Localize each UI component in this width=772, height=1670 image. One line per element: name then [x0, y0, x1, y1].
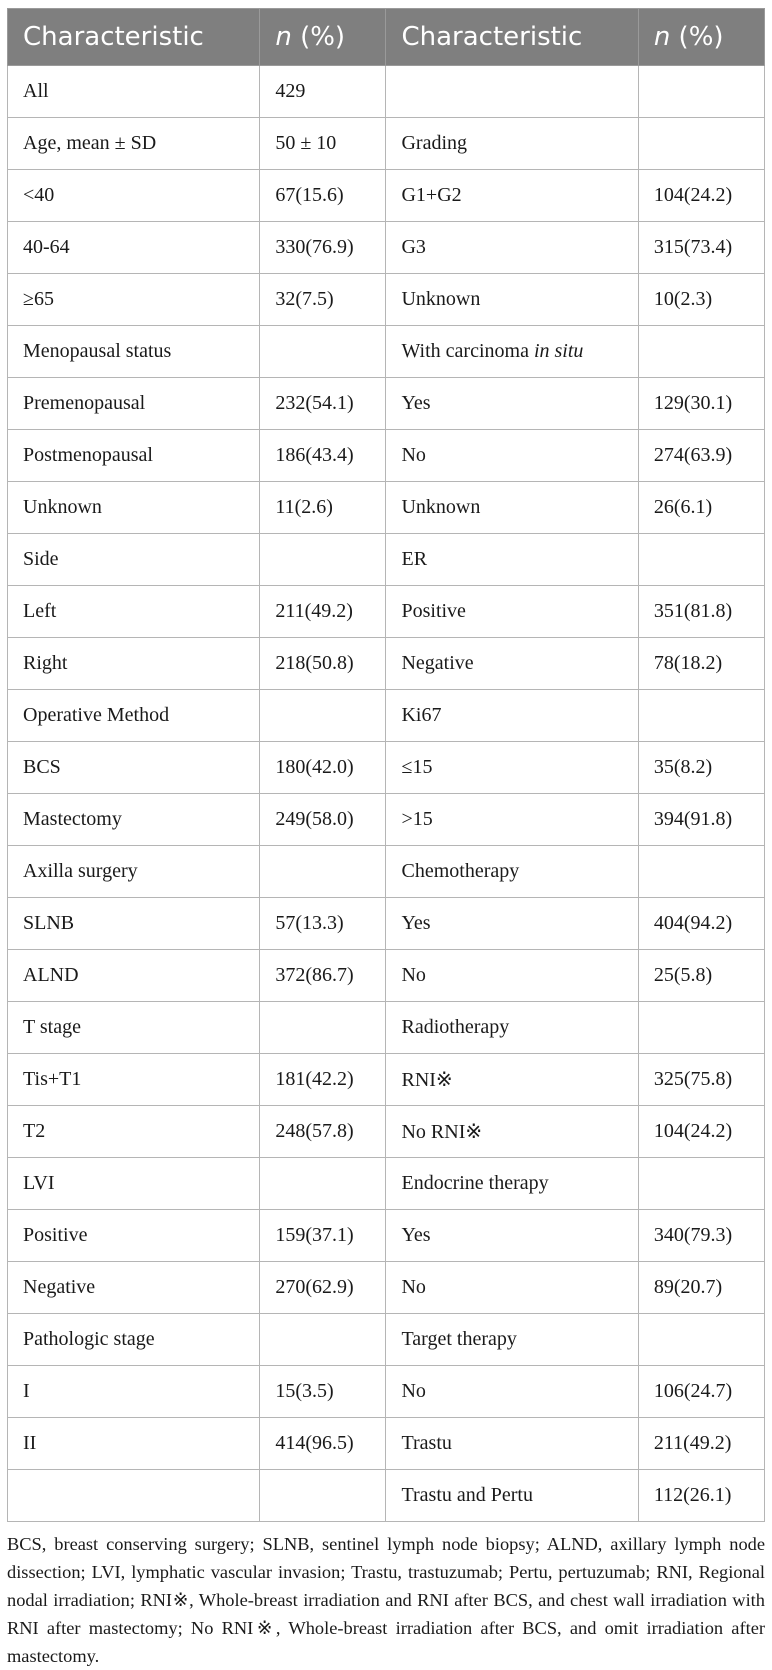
- table-row: [8, 950, 765, 1002]
- header-n-symbol: n: [275, 22, 292, 52]
- table-row: [8, 1314, 765, 1366]
- cell-italic-text: in situ: [533, 340, 584, 362]
- table-cell-c3: [386, 1054, 638, 1106]
- cell-text: 232(54.1): [275, 392, 354, 414]
- cell-text: Age, mean ± SD: [23, 132, 157, 154]
- table-cell-c2: [260, 1002, 386, 1054]
- cell-text: 218(50.8): [275, 652, 354, 674]
- table-cell-c3: [386, 846, 638, 898]
- cell-text: 78(18.2): [653, 652, 723, 674]
- table-cell-c1: [8, 170, 260, 222]
- table-cell-c3: [386, 898, 638, 950]
- cell-text: 211(49.2): [653, 1432, 732, 1454]
- cell-text: 67(15.6): [275, 184, 344, 206]
- table-cell-c4: [638, 1470, 764, 1522]
- table-cell-c3: [386, 482, 638, 534]
- table-cell-c3: [386, 1314, 638, 1366]
- table-cell-c4: [638, 378, 764, 430]
- cell-text: 32(7.5): [275, 288, 334, 310]
- cell-text: With carcinoma: [401, 340, 534, 362]
- cell-text: 186(43.4): [275, 444, 354, 466]
- table-cell-c2: [260, 274, 386, 326]
- cell-text: 248(57.8): [275, 1120, 354, 1142]
- table-cell-c2: [260, 846, 386, 898]
- table-cell-c2: [260, 950, 386, 1002]
- cell-text: 372(86.7): [275, 964, 354, 986]
- table-row: [8, 222, 765, 274]
- table-cell-c3: [386, 950, 638, 1002]
- cell-text: 11(2.6): [275, 496, 333, 518]
- table-row: [8, 1470, 765, 1522]
- table-cell-c3: [386, 170, 638, 222]
- table-cell-c3: [386, 222, 638, 274]
- table-cell-c1: [8, 1314, 260, 1366]
- cell-text: 15(3.5): [275, 1380, 334, 1402]
- table-cell-c2: [260, 1418, 386, 1470]
- cell-text: 414(96.5): [275, 1432, 354, 1454]
- table-cell-c2: [260, 1158, 386, 1210]
- cell-text: No: [401, 1380, 426, 1402]
- table-cell-c1: [8, 534, 260, 586]
- table-cell-c4: [638, 846, 764, 898]
- table-cell-c1: [8, 846, 260, 898]
- cell-text: Negative: [401, 652, 474, 674]
- cell-text: Grading: [401, 132, 468, 154]
- cell-text: Pathologic stage: [23, 1328, 155, 1350]
- table-cell-c4: [638, 118, 764, 170]
- cell-text: 129(30.1): [653, 392, 733, 414]
- table-cell-c2: [260, 326, 386, 378]
- cell-text: G1+G2: [401, 184, 462, 206]
- table-cell-c2: [260, 378, 386, 430]
- table-cell-c1: [8, 898, 260, 950]
- table-row: [8, 1418, 765, 1470]
- table-row: [8, 742, 765, 794]
- table-row: [8, 1002, 765, 1054]
- cell-text: Radiotherapy: [401, 1016, 510, 1038]
- table-cell-c1: [8, 742, 260, 794]
- table-cell-c3: [386, 274, 638, 326]
- table-cell-c2: [260, 222, 386, 274]
- table-cell-c4: [638, 1002, 764, 1054]
- cell-text: ER: [401, 548, 428, 570]
- table-row: [8, 534, 765, 586]
- cell-text: 104(24.2): [653, 1120, 733, 1142]
- table-cell-c4: [638, 1054, 764, 1106]
- table-cell-c1: [8, 690, 260, 742]
- table-cell-c4: [638, 742, 764, 794]
- header-n-symbol: n: [653, 22, 671, 52]
- cell-text: T2: [23, 1120, 46, 1142]
- cell-text: 274(63.9): [653, 444, 733, 466]
- header-n-percent-left: [260, 9, 386, 66]
- table-cell-c1: [8, 274, 260, 326]
- table-cell-c4: [638, 1314, 764, 1366]
- table-cell-c4: [638, 66, 764, 118]
- cell-text: BCS: [23, 756, 61, 778]
- table-cell-c4: [638, 1262, 764, 1314]
- cell-text: Endocrine therapy: [401, 1172, 549, 1194]
- table-cell-c1: [8, 638, 260, 690]
- table-cell-c4: [638, 482, 764, 534]
- cell-text: Ki67: [401, 704, 442, 726]
- cell-text: Negative: [23, 1276, 96, 1298]
- cell-text: 57(13.3): [275, 912, 344, 934]
- table-cell-c4: [638, 1158, 764, 1210]
- table-cell-c2: [260, 898, 386, 950]
- table-cell-c1: [8, 586, 260, 638]
- table-row: [8, 898, 765, 950]
- cell-text: Yes: [401, 1224, 431, 1246]
- table-cell-c4: [638, 794, 764, 846]
- table-cell-c3: [386, 1470, 638, 1522]
- cell-text: Side: [23, 548, 59, 570]
- cell-text: >15: [401, 808, 433, 830]
- characteristics-table: [7, 8, 765, 1522]
- table-cell-c3: [386, 742, 638, 794]
- table-cell-c3: [386, 1158, 638, 1210]
- table-cell-c4: [638, 222, 764, 274]
- table-cell-c4: [638, 950, 764, 1002]
- table-row: [8, 794, 765, 846]
- cell-text: 394(91.8): [653, 808, 733, 830]
- table-row: [8, 118, 765, 170]
- table-cell-c1: [8, 222, 260, 274]
- cell-text: ≥65: [23, 288, 54, 310]
- cell-text: 351(81.8): [653, 600, 733, 622]
- table-row: [8, 1210, 765, 1262]
- table-cell-c1: [8, 430, 260, 482]
- cell-text: Premenopausal: [23, 392, 146, 414]
- characteristics-table-container: [7, 8, 765, 1522]
- table-cell-c2: [260, 430, 386, 482]
- cell-text: 404(94.2): [653, 912, 733, 934]
- table-cell-c2: [260, 534, 386, 586]
- table-cell-c4: [638, 1418, 764, 1470]
- table-cell-c3: [386, 638, 638, 690]
- table-cell-c3: [386, 794, 638, 846]
- table-row: [8, 1054, 765, 1106]
- table-cell-c1: [8, 1002, 260, 1054]
- table-row: [8, 170, 765, 222]
- cell-text: LVI: [23, 1172, 55, 1194]
- table-row: [8, 846, 765, 898]
- cell-text: Unknown: [401, 288, 481, 310]
- table-cell-c4: [638, 898, 764, 950]
- table-cell-c4: [638, 326, 764, 378]
- cell-text: No: [401, 964, 426, 986]
- table-cell-c2: [260, 586, 386, 638]
- table-cell-c4: [638, 1366, 764, 1418]
- table-cell-c2: [260, 1054, 386, 1106]
- table-cell-c1: [8, 482, 260, 534]
- cell-text: Right: [23, 652, 68, 674]
- table-cell-c1: [8, 1106, 260, 1158]
- table-row: [8, 430, 765, 482]
- table-cell-c4: [638, 1210, 764, 1262]
- table-cell-c2: [260, 794, 386, 846]
- table-cell-c1: [8, 1158, 260, 1210]
- table-row: [8, 638, 765, 690]
- table-row: [8, 690, 765, 742]
- cell-text: I: [23, 1380, 30, 1402]
- cell-text: No RNI※: [401, 1121, 483, 1143]
- cell-text: 159(37.1): [275, 1224, 354, 1246]
- table-cell-c4: [638, 170, 764, 222]
- table-row: [8, 1158, 765, 1210]
- cell-text: Left: [23, 600, 57, 622]
- table-cell-c3: [386, 118, 638, 170]
- table-cell-c2: [260, 690, 386, 742]
- cell-text: 112(26.1): [653, 1484, 732, 1506]
- table-cell-c1: [8, 1054, 260, 1106]
- table-cell-c4: [638, 430, 764, 482]
- cell-text: Menopausal status: [23, 340, 172, 362]
- cell-text: 211(49.2): [275, 600, 353, 622]
- cell-text: SLNB: [23, 912, 75, 934]
- table-row: [8, 1262, 765, 1314]
- cell-text: 330(76.9): [275, 236, 354, 258]
- table-cell-c1: [8, 794, 260, 846]
- table-row: [8, 586, 765, 638]
- header-percent-label: (%): [291, 22, 346, 52]
- table-cell-c2: [260, 1106, 386, 1158]
- table-cell-c3: [386, 66, 638, 118]
- table-cell-c2: [260, 170, 386, 222]
- table-cell-c3: [386, 586, 638, 638]
- table-row: [8, 326, 765, 378]
- table-cell-c2: [260, 1366, 386, 1418]
- table-cell-c1: [8, 1470, 260, 1522]
- table-cell-c3: [386, 690, 638, 742]
- table-cell-c4: [638, 690, 764, 742]
- cell-text: 181(42.2): [275, 1068, 354, 1090]
- table-cell-c2: [260, 1262, 386, 1314]
- table-cell-c3: [386, 1366, 638, 1418]
- table-cell-c4: [638, 1106, 764, 1158]
- cell-text: Positive: [23, 1224, 88, 1246]
- table-cell-c2: [260, 1470, 386, 1522]
- cell-text: Axilla surgery: [23, 860, 138, 882]
- table-cell-c3: [386, 1418, 638, 1470]
- table-cell-c2: [260, 66, 386, 118]
- table-cell-c1: [8, 118, 260, 170]
- table-cell-c1: [8, 378, 260, 430]
- cell-text: 25(5.8): [653, 964, 713, 986]
- cell-text: ALND: [23, 964, 79, 986]
- header-percent-label: (%): [670, 22, 724, 52]
- cell-text: 35(8.2): [653, 756, 713, 778]
- cell-text: G3: [401, 236, 426, 258]
- cell-text: 270(62.9): [275, 1276, 354, 1298]
- table-cell-c3: [386, 1106, 638, 1158]
- cell-text: 325(75.8): [653, 1068, 733, 1090]
- cell-text: <40: [23, 184, 55, 206]
- table-cell-c3: [386, 1262, 638, 1314]
- table-cell-c3: [386, 1002, 638, 1054]
- cell-text: 249(58.0): [275, 808, 354, 830]
- cell-text: Unknown: [401, 496, 481, 518]
- cell-text: ≤15: [401, 756, 433, 778]
- table-cell-c2: [260, 638, 386, 690]
- header-characteristic-left: Characteristic: [8, 9, 260, 66]
- table-cell-c2: [260, 118, 386, 170]
- header-n-percent-right: [638, 9, 764, 66]
- cell-text: Unknown: [23, 496, 102, 518]
- cell-text: 429: [275, 80, 306, 102]
- cell-text: All: [23, 80, 49, 102]
- cell-text: II: [23, 1432, 37, 1454]
- cell-text: Target therapy: [401, 1328, 517, 1350]
- cell-text: 89(20.7): [653, 1276, 723, 1298]
- cell-text: Operative Method: [23, 704, 170, 726]
- table-cell-c4: [638, 534, 764, 586]
- table-row: [8, 66, 765, 118]
- table-cell-c3: [386, 326, 638, 378]
- cell-text: 106(24.7): [653, 1380, 733, 1402]
- table-row: [8, 274, 765, 326]
- table-cell-c1: [8, 1366, 260, 1418]
- table-cell-c2: [260, 1210, 386, 1262]
- cell-text: Trastu: [401, 1432, 452, 1454]
- cell-text: 180(42.0): [275, 756, 354, 778]
- table-cell-c1: [8, 326, 260, 378]
- table-cell-c1: [8, 1418, 260, 1470]
- table-cell-c3: [386, 430, 638, 482]
- cell-text: No: [401, 1276, 426, 1298]
- cell-text: Yes: [401, 912, 431, 934]
- table-cell-c1: [8, 66, 260, 118]
- table-cell-c2: [260, 1314, 386, 1366]
- table-footnote: BCS, breast conserving surgery; SLNB, sentinel lymph node biopsy; ALND, axillary lymph node dissection; LVI, lymphatic vascular invasion; Trastu, trastuzumab; Pertu, pertuzumab; RNI, Regional nodal irradiation; RNI※, Whole-breast irradiation and RNI after BCS, and chest wall irradiation with RNI after mastectomy; No RNI※, Whole-breast irradiation after BCS, and omit irradiation after mastectomy.: [7, 1534, 765, 1666]
- table-cell-c4: [638, 274, 764, 326]
- table-cell-c2: [260, 482, 386, 534]
- cell-text: Mastectomy: [23, 808, 122, 830]
- cell-text: 340(79.3): [653, 1224, 733, 1246]
- cell-text: 40-64: [23, 236, 70, 258]
- cell-text: 104(24.2): [653, 184, 733, 206]
- table-row: [8, 1366, 765, 1418]
- table-row: [8, 378, 765, 430]
- cell-text: Positive: [401, 600, 466, 622]
- table-cell-c1: [8, 950, 260, 1002]
- cell-text: No: [401, 444, 426, 466]
- table-row: [8, 1106, 765, 1158]
- table-cell-c2: [260, 742, 386, 794]
- table-cell-c4: [638, 586, 764, 638]
- table-row: [8, 482, 765, 534]
- cell-text: 26(6.1): [653, 496, 713, 518]
- cell-text: 315(73.4): [653, 236, 733, 258]
- cell-text: RNI※: [401, 1069, 453, 1091]
- cell-text: Postmenopausal: [23, 444, 153, 466]
- cell-text: Tis+T1: [23, 1068, 82, 1090]
- cell-text: T stage: [23, 1016, 81, 1038]
- table-cell-c1: [8, 1262, 260, 1314]
- cell-text: Yes: [401, 392, 431, 414]
- table-cell-c4: [638, 638, 764, 690]
- cell-text: 50 ± 10: [275, 132, 337, 154]
- cell-text: Chemotherapy: [401, 860, 520, 882]
- table-cell-c3: [386, 534, 638, 586]
- header-characteristic-right: Characteristic: [386, 9, 638, 66]
- cell-text: 10(2.3): [653, 288, 713, 310]
- table-cell-c1: [8, 1210, 260, 1262]
- table-cell-c3: [386, 1210, 638, 1262]
- table-body: [8, 66, 765, 1522]
- table-header-row: [8, 9, 765, 66]
- cell-text: Trastu and Pertu: [401, 1484, 533, 1506]
- table-cell-c3: [386, 378, 638, 430]
